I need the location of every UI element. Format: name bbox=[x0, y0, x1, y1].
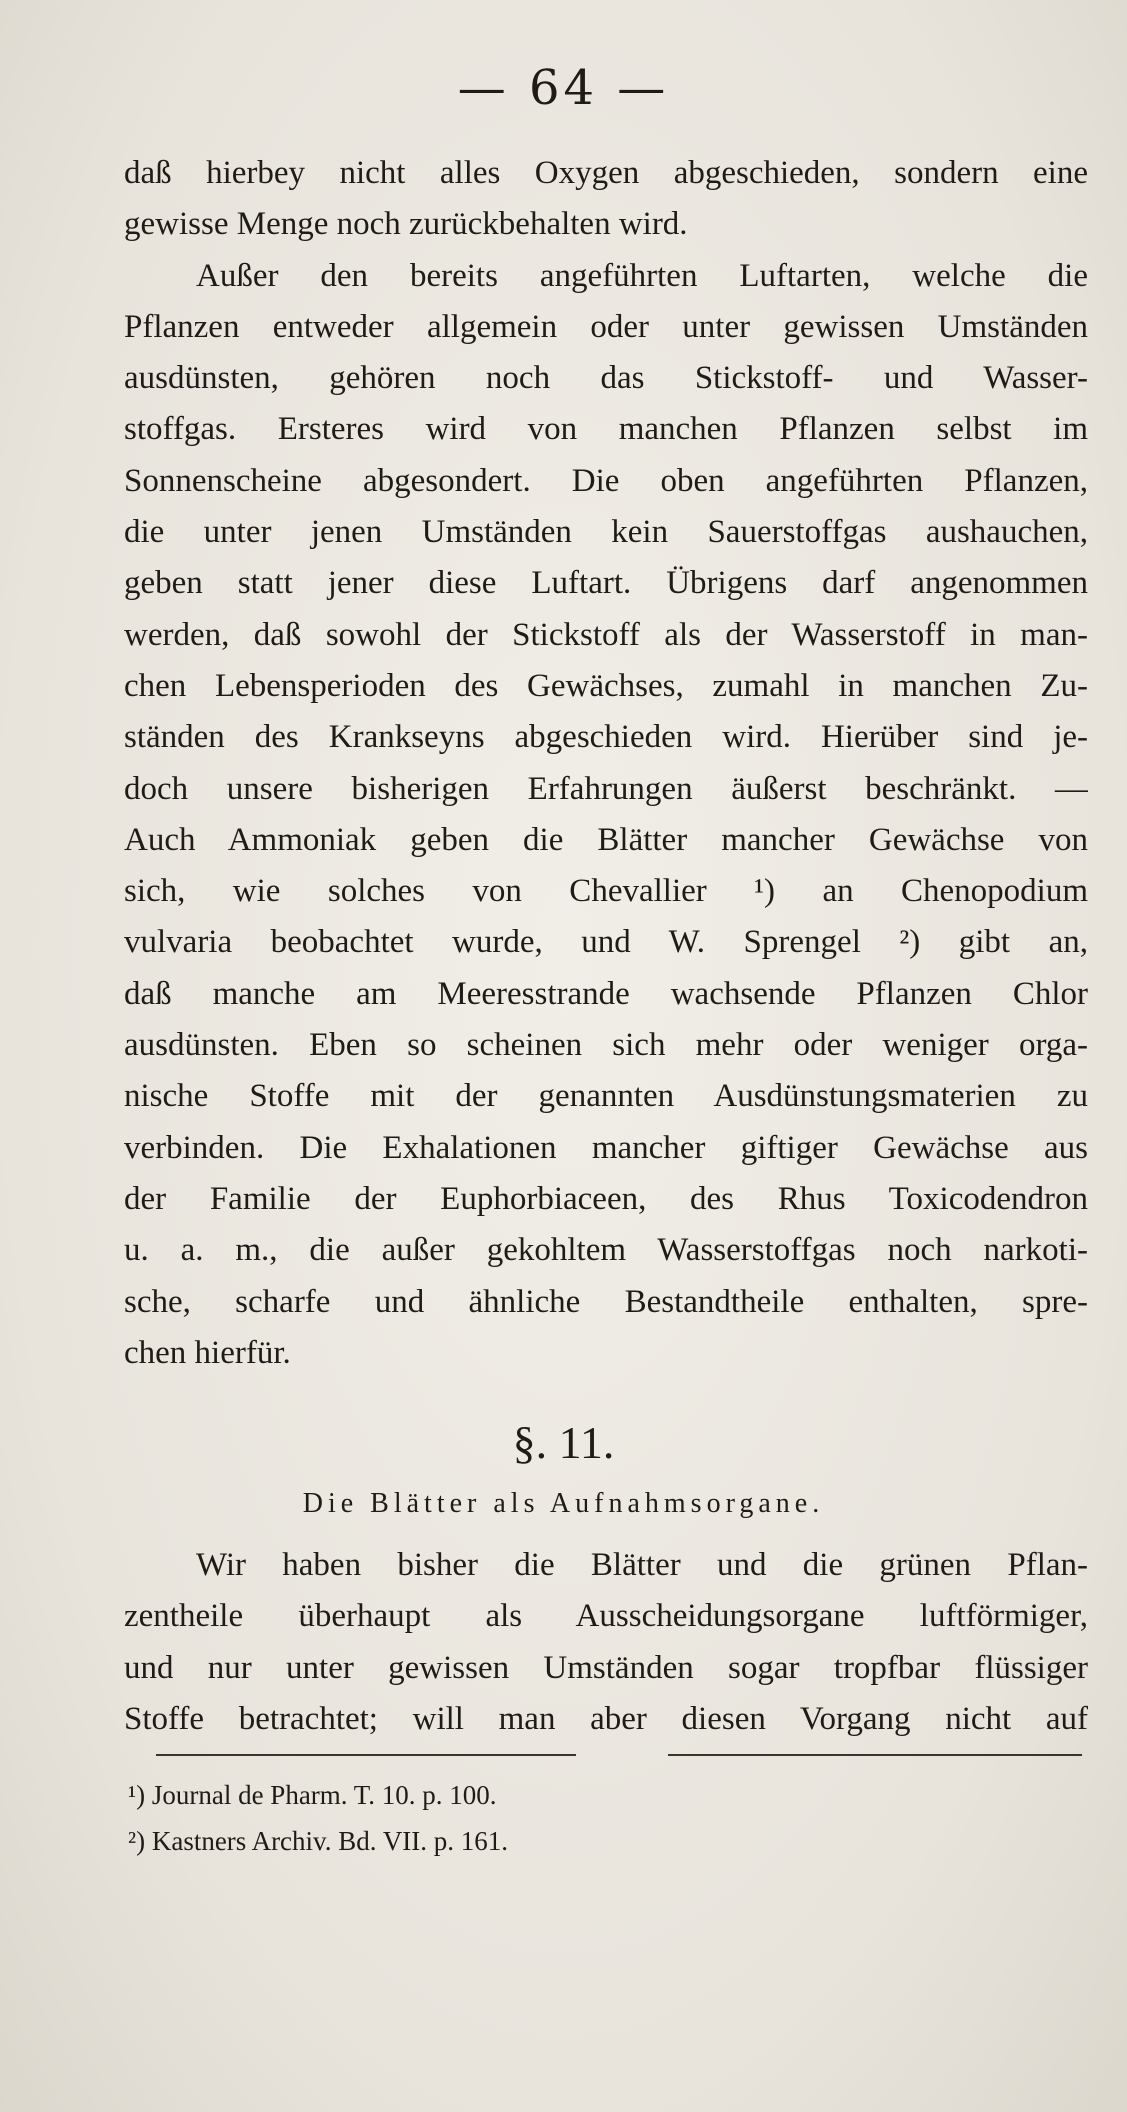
text-line: vulvaria beobachtet wurde, und W. Sprengel ²) gibt an, bbox=[124, 924, 1088, 961]
text-line: der Familie der Euphorbiaceen, des Rhus Toxicodendron bbox=[124, 1180, 1088, 1217]
text-line: stoffgas. Ersteres wird von manchen Pflanzen selbst im bbox=[124, 411, 1088, 448]
section-subheading: Die Blätter als Aufnahmsorgane. bbox=[302, 1488, 825, 1519]
text-line: Auch Ammoniak geben die Blätter mancher Gewächse von bbox=[124, 821, 1088, 858]
text-line: Wir haben bisher die Blätter und die grünen Pflan- bbox=[196, 1547, 1088, 1583]
text-line: doch unsere bisherigen Erfahrungen äußerst beschränkt. — bbox=[124, 770, 1088, 807]
text-line: u. a. m., die außer gekohltem Wasserstoffgas noch narkoti- bbox=[124, 1232, 1088, 1269]
text-line: gewisse Menge noch zurückbehalten wird. bbox=[124, 206, 688, 243]
text-line: nische Stoffe mit der genannten Ausdünstungsmaterien zu bbox=[124, 1078, 1088, 1115]
text-line: Stoffe betrachtet; will man aber diesen Vorgang nicht auf bbox=[124, 1700, 1088, 1737]
text-line: sich, wie solches von Chevallier ¹) an Chenopodium bbox=[124, 873, 1088, 910]
text-line: Sonnenscheine abgesondert. Die oben angeführten Pflanzen, bbox=[124, 462, 1088, 499]
text-line: Außer den bereits angeführten Luftarten, welche die bbox=[196, 257, 1088, 294]
main-paragraph bbox=[124, 148, 1088, 1379]
text-line: chen Lebensperioden des Gewächses, zumahl in manchen Zu- bbox=[124, 667, 1088, 704]
text-line: geben statt jener diese Luftart. Übrigens darf angenommen bbox=[124, 565, 1088, 602]
section-paragraph bbox=[124, 1540, 1088, 1745]
footnote: ¹) Journal de Pharm. T. 10. p. 100. bbox=[128, 1780, 497, 1810]
text-line: werden, daß sowohl der Stickstoff als der Wasserstoff in man- bbox=[124, 616, 1088, 653]
text-line: verbinden. Die Exhalationen mancher giftiger Gewächse aus bbox=[124, 1129, 1088, 1166]
text-line: die unter jenen Umständen kein Sauerstoffgas aushauchen, bbox=[124, 514, 1088, 551]
page-number: — 64 — bbox=[457, 60, 670, 116]
text-line: Pflanzen entweder allgemein oder unter gewissen Umständen bbox=[124, 308, 1088, 345]
footnotes bbox=[128, 1772, 1028, 1864]
text-line: sche, scharfe und ähnliche Bestandtheile enthalten, spre- bbox=[124, 1283, 1088, 1320]
text-line: daß manche am Meeresstrande wachsende Pflanzen Chlor bbox=[124, 975, 1088, 1012]
footnote: ²) Kastners Archiv. Bd. VII. p. 161. bbox=[128, 1826, 509, 1856]
text-line: chen hierfür. bbox=[124, 1334, 291, 1371]
text-line: zentheile überhaupt als Ausscheidungsorgane luftförmiger, bbox=[124, 1598, 1088, 1635]
text-line: und nur unter gewissen Umständen sogar tropfbar flüssiger bbox=[124, 1649, 1088, 1686]
text-line: ständen des Krankseyns abgeschieden wird. Hierüber sind je- bbox=[124, 719, 1088, 756]
text-line: daß hierbey nicht alles Oxygen abgeschieden, sondern eine bbox=[124, 155, 1088, 191]
footnote-divider bbox=[156, 1754, 576, 1756]
text-line: ausdünsten. Eben so scheinen sich mehr oder weniger orga- bbox=[124, 1027, 1088, 1064]
text-line: ausdünsten, gehören noch das Stickstoff- und Wasser- bbox=[124, 360, 1088, 397]
footnote-divider bbox=[668, 1754, 1082, 1756]
section-heading: §. 11. bbox=[512, 1417, 615, 1468]
